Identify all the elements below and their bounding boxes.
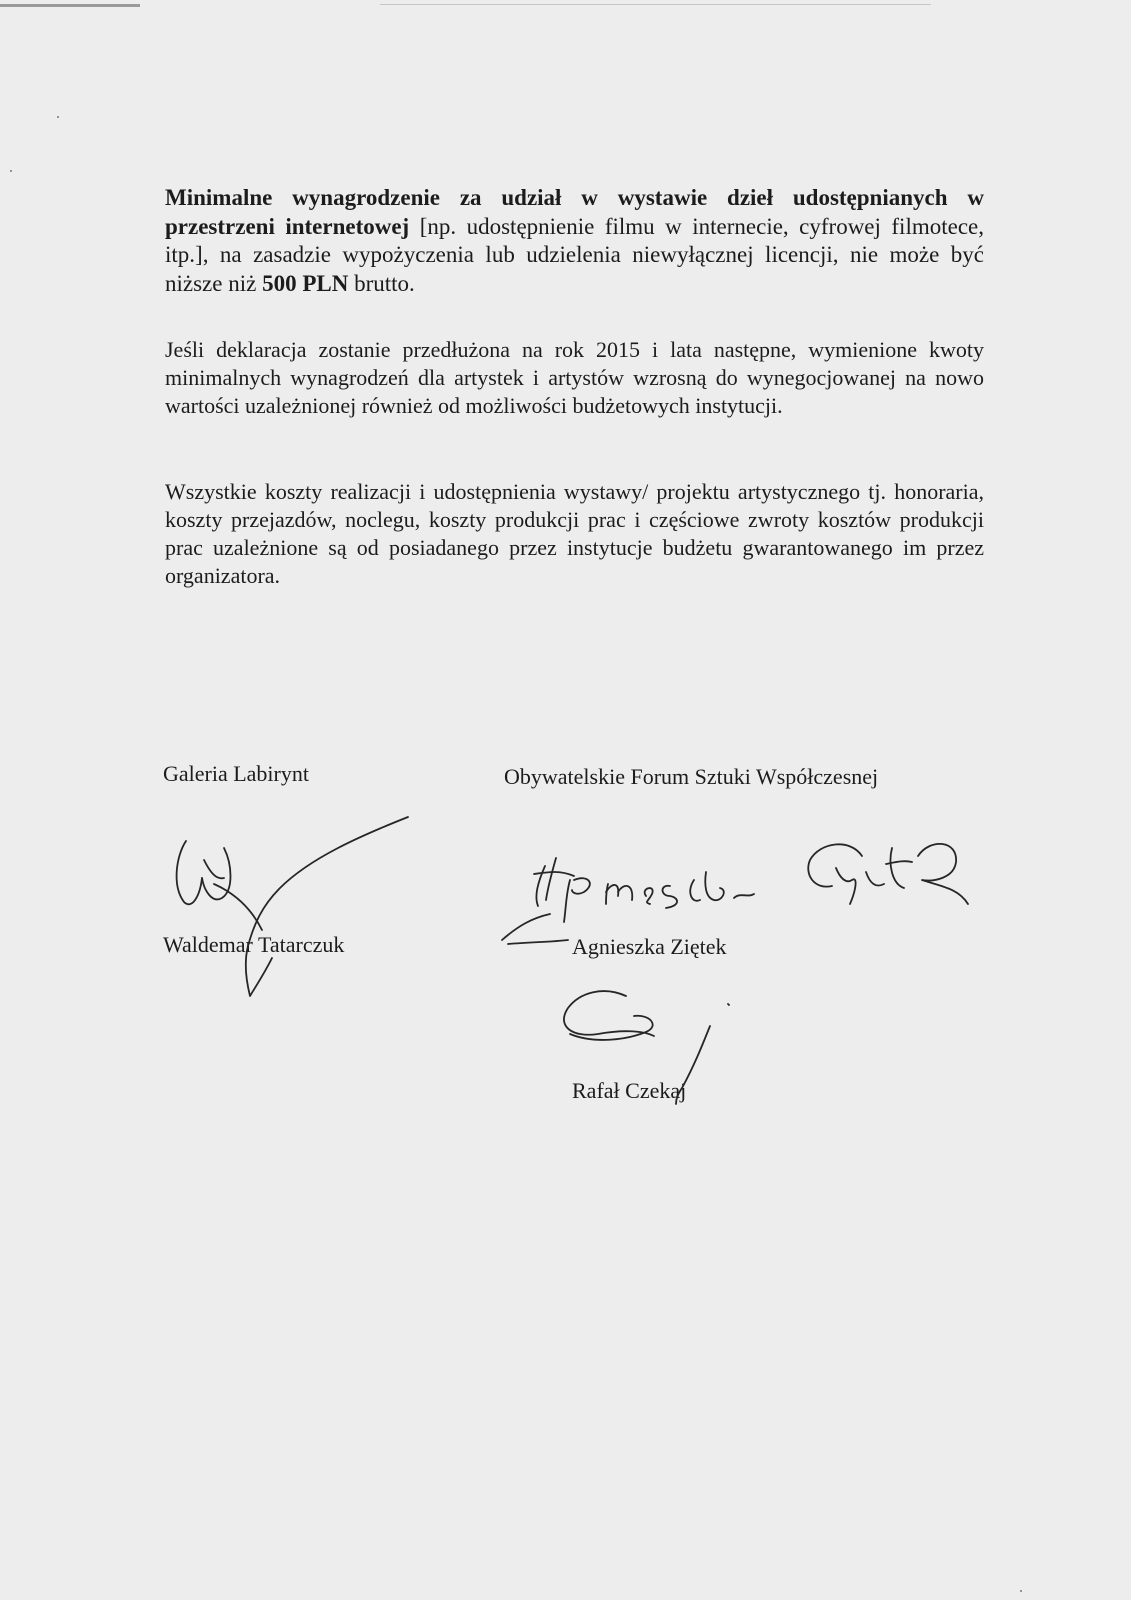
signature-tatarczuk — [177, 817, 408, 996]
scan-speck — [1020, 1590, 1022, 1592]
scan-speck — [10, 170, 12, 172]
paragraph-minimum-fee — [165, 184, 984, 298]
scan-edge-line — [380, 4, 931, 5]
signatory-name-zietek: Agnieszka Ziętek — [572, 934, 727, 959]
fee-amount: 500 PLN — [262, 270, 349, 296]
signatory-name-tatarczuk: Waldemar Tatarczuk — [163, 932, 345, 957]
signatory-name-czekaj: Rafał Czekaj — [572, 1078, 687, 1103]
paragraph-bold-lead: Minimalne wynagrodzenie za udział w wystawie dzieł udostępnianych w przestrzeni internetowej — [165, 185, 984, 239]
signatory-org-forum: Obywatelskie Forum Sztuki Współczesnej — [504, 764, 879, 789]
signature-zietek — [502, 844, 968, 944]
scan-speck — [57, 116, 59, 118]
paragraph-text: brutto. — [348, 270, 415, 296]
paragraph-extension: Jeśli deklaracja zostanie przedłużona na rok 2015 i lata następne, wymienione kwoty minimalnych wynagrodzeń dla artystek i artystów wzrosną do wynegocjowanej na nowo wartości uzależnionej również od możliwości budżetowych instytucji. — [165, 337, 984, 418]
scan-edge-mark — [0, 4, 140, 7]
paragraph-text: [np. udostępnienie filmu w internecie, cyfrowej filmotece, itp.], na zasadzie wypożyczenia lub udzielenia niewyłącznej licencji, nie może być niższe niż — [165, 213, 984, 296]
paragraph-costs: Wszystkie koszty realizacji i udostępnienia wystawy/ projektu artystycznego tj. honoraria, koszty przejazdów, noclegu, koszty produkcji prac i częściowe zwroty kosztów produkcji prac uzależnione są od posiadanego przez instytucje budżetu gwarantowanego im przez organizatora. — [165, 479, 984, 588]
signatory-org-galeria-labirynt: Galeria Labirynt — [163, 761, 309, 786]
